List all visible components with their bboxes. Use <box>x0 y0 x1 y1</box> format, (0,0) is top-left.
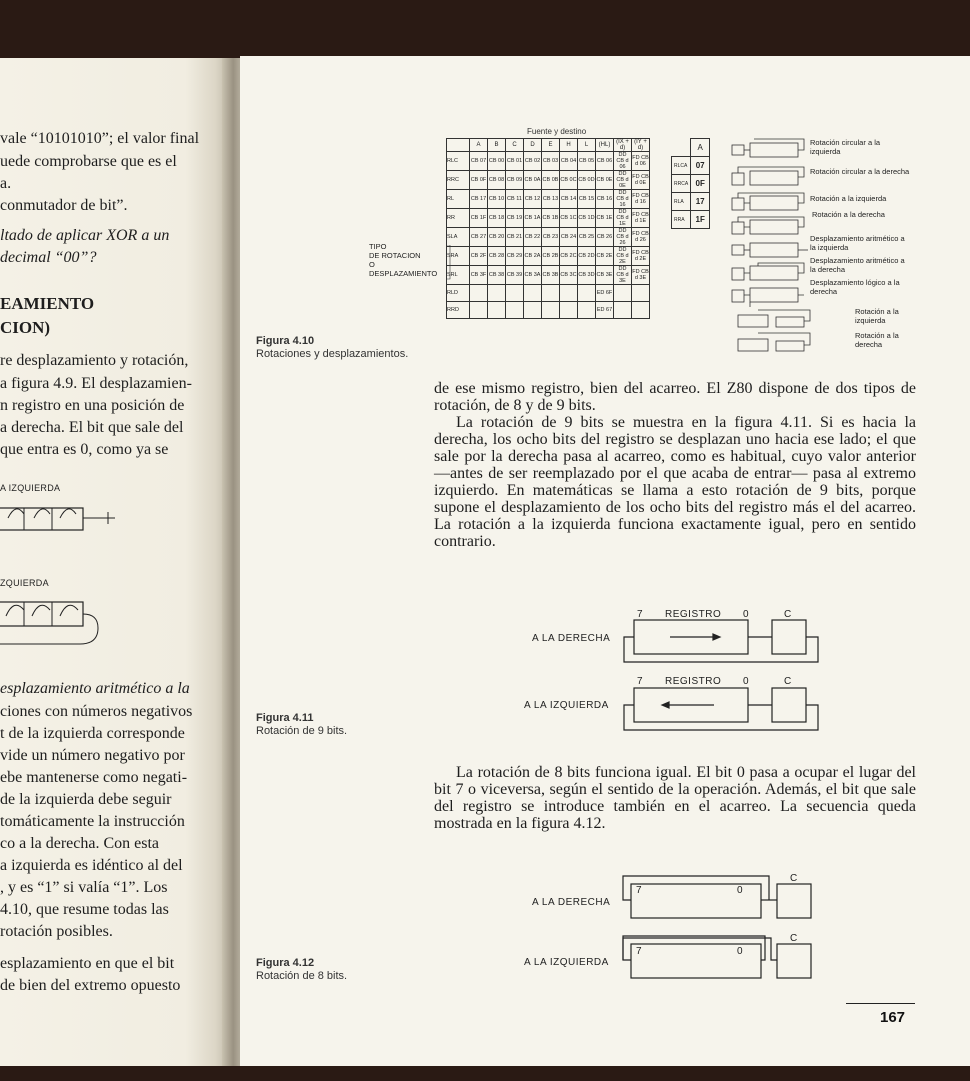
left-page-line: vale “10101010”; el valor final <box>0 130 200 147</box>
grid-cell: CB 3D <box>578 266 596 285</box>
grid-cell: CB 22 <box>524 228 542 247</box>
grid-row <box>447 247 650 266</box>
rotation-description: Rotación a la izquierda <box>855 307 899 325</box>
body-text-block-2 <box>434 764 916 832</box>
grid-col-header: L <box>578 139 596 152</box>
grid-cell: CB 08 <box>488 171 506 190</box>
grid-cell: CB 14 <box>560 190 578 209</box>
grid-cell <box>524 285 542 302</box>
grid-col-header: (HL) <box>596 139 614 152</box>
left-diagram-label-1: A IZQUIERDA <box>0 483 61 493</box>
grid-cell: DD CB d 06 <box>614 152 632 171</box>
grid-cell: CB 20 <box>488 228 506 247</box>
left-page-line: re desplazamiento y rotación, <box>0 352 189 369</box>
grid-row <box>447 302 650 319</box>
rotation-description: Rotación circular a la izquierda <box>810 138 881 156</box>
grid-row <box>447 171 650 190</box>
left-rotation-diagram-1 <box>0 498 120 543</box>
body-text-block-1 <box>434 380 916 550</box>
grid-cell <box>524 302 542 319</box>
grid-cell: CB 3F <box>470 266 488 285</box>
grid-cell: CB 09 <box>506 171 524 190</box>
grid-row-label: RRC <box>447 171 470 190</box>
grid-cell: CB 05 <box>578 152 596 171</box>
type-label-line: DESPLAZAMIENTO <box>369 269 438 278</box>
left-page-line: esplazamiento en que el bit <box>0 955 175 972</box>
grid-row-label: SRL <box>447 266 470 285</box>
grid-row <box>447 152 650 171</box>
grid-cell: CB 07 <box>470 152 488 171</box>
grid-cell: CB 24 <box>560 228 578 247</box>
grid-cell <box>614 285 632 302</box>
rotation-description: Rotación a la izquierda <box>810 194 887 203</box>
grid-cell <box>578 302 596 319</box>
fig411-bit0-top: 0 <box>743 609 750 620</box>
fig411-register-top: REGISTRO <box>665 609 722 620</box>
bottom-dark-band <box>0 1066 970 1081</box>
grid-cell <box>542 285 560 302</box>
side-row-value: 0F <box>691 175 710 193</box>
side-row-value: 1F <box>691 211 710 229</box>
grid-cell: CB 04 <box>560 152 578 171</box>
fig412-bit7-top: 7 <box>636 885 643 896</box>
rotation-description: Desplazamiento lógico a la derecha <box>810 278 900 296</box>
fig410-side-table <box>671 138 710 229</box>
grid-col-header: C <box>506 139 524 152</box>
grid-cell: ED 6F <box>596 285 614 302</box>
fig412-bit7-bottom: 7 <box>636 946 643 957</box>
grid-row-label: RRD <box>447 302 470 319</box>
grid-cell: CB 1C <box>560 209 578 228</box>
grid-cell: CB 28 <box>488 247 506 266</box>
fig411-left-label: A LA IZQUIERDA <box>524 700 609 711</box>
side-row-label: RRA <box>672 211 691 229</box>
page-number-rule <box>846 1003 915 1004</box>
left-page-line: que entra es 0, como ya se <box>0 441 169 458</box>
left-page-line: a. <box>0 175 12 192</box>
grid-row-label: SLA <box>447 228 470 247</box>
fig412-bit0-bottom: 0 <box>737 946 744 957</box>
grid-cell: CB 26 <box>596 228 614 247</box>
fig412-caption <box>256 957 347 983</box>
fig411-register-bottom: REGISTRO <box>665 676 722 687</box>
left-page-line: a figura 4.9. El desplazamien- <box>0 375 192 392</box>
left-page-line: t de la izquierda corresponde <box>0 725 185 742</box>
grid-cell: CB 19 <box>506 209 524 228</box>
grid-cell: CB 1B <box>542 209 560 228</box>
rotation-description: Rotación a la derecha <box>812 210 885 219</box>
grid-cell: DD CB d 3E <box>614 266 632 285</box>
fig410-title: Fuente y destino <box>527 127 587 136</box>
grid-cell: CB 0C <box>560 171 578 190</box>
grid-cell: CB 2F <box>470 247 488 266</box>
left-page-line: vide un número negativo por <box>0 747 185 764</box>
grid-cell <box>632 285 650 302</box>
left-page-line: n registro en una posición de <box>0 397 185 414</box>
page-number: 167 <box>880 1009 906 1026</box>
grid-row <box>447 190 650 209</box>
grid-col-header: (IX + d) <box>614 139 632 152</box>
fig410-rotation-diagrams <box>728 135 814 360</box>
grid-row <box>447 228 650 247</box>
left-page-line: CION) <box>0 318 51 337</box>
grid-cell: CB 18 <box>488 209 506 228</box>
grid-cell: DD CB d 1E <box>614 209 632 228</box>
grid-cell: CB 2D <box>578 247 596 266</box>
grid-row-label: RLC <box>447 152 470 171</box>
left-page <box>0 58 232 1066</box>
grid-corner <box>447 139 470 152</box>
grid-cell: CB 1A <box>524 209 542 228</box>
left-page-line: tomáticamente la instrucción <box>0 813 185 830</box>
grid-cell <box>488 302 506 319</box>
grid-col-header: (IY + d) <box>632 139 650 152</box>
left-rotation-diagram-2 <box>0 594 110 654</box>
grid-cell <box>470 285 488 302</box>
fig410-caption-text: Rotaciones y desplazamientos. <box>256 348 409 360</box>
grid-cell: CB 00 <box>488 152 506 171</box>
grid-cell: FD CB d 0E <box>632 171 650 190</box>
grid-col-header: B <box>488 139 506 152</box>
grid-cell <box>632 302 650 319</box>
grid-cell: CB 01 <box>506 152 524 171</box>
grid-cell: CB 29 <box>506 247 524 266</box>
fig411-carry-top: C <box>784 609 792 620</box>
left-page-line: esplazamiento aritmético a la <box>0 680 190 697</box>
side-corner <box>672 139 691 157</box>
grid-col-header: E <box>542 139 560 152</box>
left-page-line: a derecha. El bit que sale del <box>0 419 184 436</box>
grid-row-label: RLD <box>447 285 470 302</box>
grid-cell: ED 67 <box>596 302 614 319</box>
grid-row-label: RL <box>447 190 470 209</box>
fig410-type-label <box>369 242 437 278</box>
grid-col-header: A <box>470 139 488 152</box>
side-row-value: 17 <box>691 193 710 211</box>
paragraph-3: La rotación de 8 bits funciona igual. El bit 0 pasa a ocupar el lugar del bit 7 o viceversa, según el sentido de la operación. Además, el bit que sale del registro se introduce también en el acarreo. La secuencia queda mostrada en la figura 4.12. <box>434 764 916 832</box>
fig411-bit7-bottom: 7 <box>637 676 644 687</box>
paragraph-1: de ese mismo registro, bien del acarreo. El Z80 dispone de dos tipos de rotación, de 8 y de 9 bits. <box>434 380 916 414</box>
grid-cell: CB 12 <box>524 190 542 209</box>
grid-cell: FD CB d 2E <box>632 247 650 266</box>
left-page-line: ciones con números negativos <box>0 703 193 720</box>
left-page-line: co a la derecha. Con esta <box>0 835 160 852</box>
top-dark-band <box>0 0 970 58</box>
grid-cell: CB 21 <box>506 228 524 247</box>
grid-cell <box>470 302 488 319</box>
grid-col-header: H <box>560 139 578 152</box>
rotation-description: Desplazamiento aritmético a la derecha <box>810 256 905 274</box>
grid-row <box>447 266 650 285</box>
grid-cell: CB 2E <box>596 247 614 266</box>
side-row-label: RRCA <box>672 175 691 193</box>
grid-cell: CB 3B <box>542 266 560 285</box>
fig412-carry-bottom: C <box>790 933 798 944</box>
grid-cell: CB 03 <box>542 152 560 171</box>
side-row-label: RLCA <box>672 157 691 175</box>
left-page-line: uede comprobarse que es el <box>0 153 177 170</box>
grid-cell: FD CB d 26 <box>632 228 650 247</box>
left-page-line: ltado de aplicar XOR a un <box>0 227 170 244</box>
grid-cell <box>488 285 506 302</box>
side-row-label: RLA <box>672 193 691 211</box>
grid-cell <box>506 302 524 319</box>
fig412-right-label: A LA DERECHA <box>532 897 611 908</box>
grid-cell <box>560 302 578 319</box>
grid-cell: DD CB d 26 <box>614 228 632 247</box>
type-label-line: DE ROTACION <box>369 251 421 260</box>
grid-cell: DD CB d 16 <box>614 190 632 209</box>
left-page-line: conmutador de bit”. <box>0 197 128 214</box>
grid-cell: CB 3E <box>596 266 614 285</box>
fig411-carry-bottom: C <box>784 676 792 687</box>
left-page-line: ebe mantenerse como negati- <box>0 769 188 786</box>
grid-col-header: D <box>524 139 542 152</box>
grid-cell: CB 27 <box>470 228 488 247</box>
left-page-line: EAMIENTO <box>0 294 95 313</box>
grid-cell: CB 1E <box>596 209 614 228</box>
fig410-caption-num: Figura 4.10 <box>256 335 315 347</box>
grid-cell <box>578 285 596 302</box>
paragraph-2: La rotación de 9 bits se muestra en la figura 4.11. Si es hacia la derecha, los ocho bits del registro se desplazan uno hacia ese lado; el que sale por la derecha pasa al acarreo, como es habitual, cuyo valor anterior —antes de ser reemplazado por el que acaba de entrar— pasa al extremo izquierdo. En matemáticas se llama a esto rotación de 9 bits, porque supone el desplazamiento de los ocho bits del registro más el del acarreo. La rotación a la izquierda funciona exactamente igual, pero en sentido contrario. <box>434 414 916 550</box>
grid-cell: CB 1F <box>470 209 488 228</box>
left-page-line: 4.10, que resume todas las <box>0 901 169 918</box>
fig412-diagram <box>615 870 815 990</box>
rotation-description: Rotación circular a la derecha <box>810 167 910 176</box>
grid-cell <box>560 285 578 302</box>
grid-row-label: RR <box>447 209 470 228</box>
grid-cell: FD CB d 16 <box>632 190 650 209</box>
fig410-opcode-table <box>446 138 650 319</box>
fig412-caption-text: Rotación de 8 bits. <box>256 970 348 982</box>
side-header: A <box>691 139 710 157</box>
grid-cell: CB 39 <box>506 266 524 285</box>
fig410-caption <box>256 335 408 361</box>
grid-cell: CB 2A <box>524 247 542 266</box>
fig412-left-label: A LA IZQUIERDA <box>524 957 609 968</box>
left-page-line: rotación posibles. <box>0 923 113 940</box>
grid-row <box>447 285 650 302</box>
left-diagram-label-2: ZQUIERDA <box>0 578 49 588</box>
rotation-description: Desplazamiento aritmético a la izquierda <box>810 234 905 252</box>
type-label-line: TIPO <box>369 242 387 251</box>
fig412-bit0-top: 0 <box>737 885 744 896</box>
grid-cell: DD CB d 0E <box>614 171 632 190</box>
fig411-bit0-bottom: 0 <box>743 676 750 687</box>
left-page-line: , y es “1” si valía “1”. Los <box>0 879 168 896</box>
grid-cell: FD CB d 3E <box>632 266 650 285</box>
grid-cell: CB 3A <box>524 266 542 285</box>
left-page-line: de bien del extremo opuesto <box>0 977 181 994</box>
fig411-caption <box>256 712 347 738</box>
grid-cell: CB 3C <box>560 266 578 285</box>
fig411-right-label: A LA DERECHA <box>532 633 611 644</box>
grid-cell: CB 02 <box>524 152 542 171</box>
side-row-value: 07 <box>691 157 710 175</box>
grid-cell: FD CB d 1E <box>632 209 650 228</box>
grid-cell <box>614 302 632 319</box>
grid-cell: CB 25 <box>578 228 596 247</box>
fig411-caption-num: Figura 4.11 <box>256 712 314 724</box>
grid-row <box>447 209 650 228</box>
grid-cell: CB 2C <box>560 247 578 266</box>
grid-cell: CB 0F <box>470 171 488 190</box>
fig411-caption-text: Rotación de 9 bits. <box>256 725 348 737</box>
fig411-bit7-top: 7 <box>637 609 644 620</box>
fig412-caption-num: Figura 4.12 <box>256 957 315 969</box>
grid-cell: CB 15 <box>578 190 596 209</box>
grid-cell: CB 16 <box>596 190 614 209</box>
left-page-line: a izquierda es idéntico al del <box>0 857 183 874</box>
rotation-description: Rotación a la derecha <box>855 331 899 349</box>
grid-cell: CB 0B <box>542 171 560 190</box>
fig412-carry-top: C <box>790 873 798 884</box>
left-page-line: de la izquierda debe seguir <box>0 791 172 808</box>
grid-cell: FD CB d 06 <box>632 152 650 171</box>
grid-cell: CB 17 <box>470 190 488 209</box>
grid-cell <box>506 285 524 302</box>
left-page-line: decimal “00”? <box>0 249 97 266</box>
grid-cell: CB 0E <box>596 171 614 190</box>
grid-cell: CB 2B <box>542 247 560 266</box>
grid-cell: CB 10 <box>488 190 506 209</box>
grid-cell: CB 0D <box>578 171 596 190</box>
grid-row-label: SRA <box>447 247 470 266</box>
grid-cell: CB 11 <box>506 190 524 209</box>
grid-cell: CB 0A <box>524 171 542 190</box>
grid-cell <box>542 302 560 319</box>
grid-cell: CB 06 <box>596 152 614 171</box>
grid-cell: CB 38 <box>488 266 506 285</box>
grid-cell: CB 23 <box>542 228 560 247</box>
grid-cell: DD CB d 2E <box>614 247 632 266</box>
type-label-line: O <box>369 260 375 269</box>
grid-cell: CB 1D <box>578 209 596 228</box>
grid-cell: CB 13 <box>542 190 560 209</box>
